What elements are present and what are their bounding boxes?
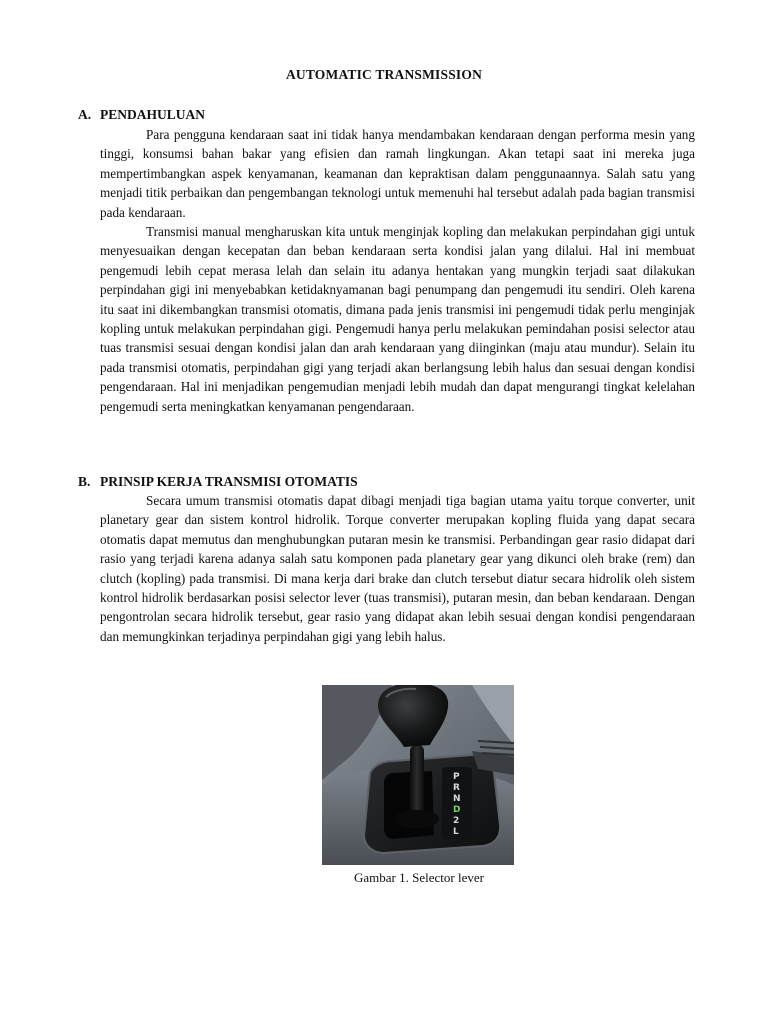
section-b-heading bbox=[78, 474, 358, 490]
section-a-letter: A. bbox=[78, 107, 92, 122]
gear-letter-d: D bbox=[453, 805, 461, 815]
section-b-paragraph-1: Secara umum transmisi otomatis dapat dibagi menjadi tiga bagian utama yaitu torque converter, unit planetary gear dan sistem kontrol hidrolik. Torque converter merupakan kopling fluida yang dapat secara otomatis dapat memutus dan menghubungkan putaran mesin ke transmisi. Perbandingan gear rasio didapat dari rasio yang terjadi karena adanya salah satu komponen pada planetary gear yang dikunci oleh brake (rem) dan clutch (kopling) pada transmisi. Di mana kerja dari brake dan clutch tersebut diatur secara hidrolik oleh sistem kontrol hidrolik berdasarkan posisi selector lever (tuas transmisi), putaran mesin, dan beban kendaraan. Dengan pengontrolan secara hidrolik tersebut, gear rasio yang didapat akan lebih sesuai dengan kondisi pengendaraan dan memungkinkan terjadinya perpindahan gigi yang lebih halus. bbox=[100, 493, 695, 644]
selector-lever-photo bbox=[322, 685, 514, 865]
section-b-title: PRINSIP KERJA TRANSMISI OTOMATIS bbox=[100, 474, 358, 489]
section-b-letter: B. bbox=[78, 474, 91, 489]
lever-boot bbox=[395, 810, 439, 828]
selector-lever-illustration bbox=[322, 685, 514, 865]
lever-shaft bbox=[410, 745, 424, 815]
figure-caption: Gambar 1. Selector lever bbox=[354, 870, 484, 885]
section-a-title: PENDAHULUAN bbox=[100, 107, 206, 122]
shift-slot bbox=[384, 771, 434, 839]
gear-letter-2: 2 bbox=[453, 816, 460, 826]
gear-letter-n: N bbox=[453, 794, 461, 804]
section-a-body bbox=[100, 125, 695, 416]
section-a-paragraph-2: Transmisi manual mengharuskan kita untuk menginjak kopling dan melakukan perpindahan gigi untuk menyesuaikan dengan kecepatan dan beban kendaraan serta kondisi jalan yang dilalui. Hal ini membuat pengemudi lebih cepat merasa lelah dan selain itu adanya hentakan yang mungkin terjadi saat dilakukan perpindahan gigi ini menyebabkan ketidaknyamanan bagi penumpang dan pengemudi itu sendiri. Oleh karena itu saat ini dikembangkan transmisi otomatis, dimana pada jenis transmisi ini pengemudi tidak perlu menginjak kopling untuk melakukan perpindahan gigi. Pengemudi hanya perlu melakukan pemindahan posisi selector atau tuas transmisi sesuai dengan kondisi jalan dan arah kendaraan yang diinginkan (maju atau mundur). Selain itu pada transmisi otomatis, perpindahan gigi yang terjadi akan berlangsung lebih halus dan sesuai dengan kondisi pengendaraan. Hal ini menjadikan pengemudian menjadi lebih mudah dan dapat mengurangi tingkat kelelahan pengemudi serta meningkatkan kenyamanan pengendaraan. bbox=[100, 224, 695, 414]
document-title: AUTOMATIC TRANSMISSION bbox=[285, 67, 483, 82]
gear-letter-l: L bbox=[453, 827, 459, 837]
section-a-paragraph-1: Para pengguna kendaraan saat ini tidak hanya mendambakan kendaraan dengan performa mesin yang tinggi, konsumsi bahan bakar yang efisien dan ramah lingkungan. Akan tetapi saat ini mereka juga mempertimbangkan aspek kenyamanan, keamanan dan kepraktisan dalam penggunaannya. Salah satu yang menjadi titik perbaikan dan pengembangan teknologi untuk memenuhi hal tersebut adalah pada bagian transmisi pada kendaraan. bbox=[100, 127, 695, 220]
gear-letter-p: P bbox=[453, 772, 460, 782]
gear-letter-r: R bbox=[453, 783, 460, 793]
section-a-heading bbox=[78, 107, 205, 123]
section-b-body bbox=[100, 491, 695, 646]
